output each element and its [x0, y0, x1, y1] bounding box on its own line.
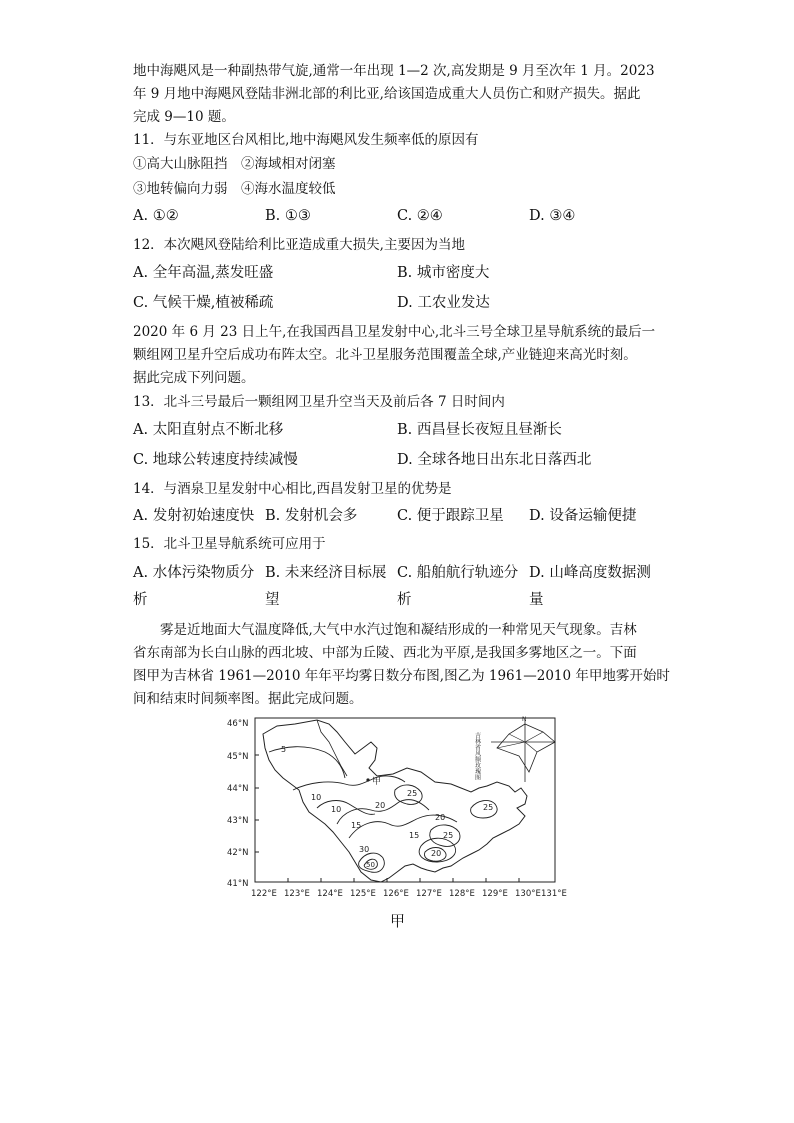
q15-stem: 15．北斗卫星导航系统可应用于: [133, 536, 326, 552]
intro2-line-3: 据此完成下列问题。: [133, 370, 255, 386]
wind-rose-title: 吉林省风频玫瑰图: [473, 732, 481, 780]
isoline-label: 15: [409, 831, 420, 840]
q15-option-c-wrap: 析: [397, 592, 412, 608]
q14-option-b[interactable]: B. 发射机会多: [265, 508, 358, 524]
q13-option-c[interactable]: C. 地球公转速度持续减慢: [133, 452, 298, 468]
wind-rose: [474, 716, 556, 782]
lon-label-130: 130°E: [515, 889, 541, 899]
q14-option-d[interactable]: D. 设备运输便捷: [529, 508, 637, 524]
q11-statement-2: ③地转偏向力弱 ④海水温度较低: [133, 181, 336, 197]
isoline-label: 20: [375, 801, 386, 810]
lon-label-129: 129°E: [482, 889, 508, 899]
q11-option-d[interactable]: D. ③④: [529, 208, 576, 224]
isoline-label: 25: [443, 831, 454, 840]
q15-option-b[interactable]: B. 未来经济目标展: [265, 565, 387, 581]
fog-days-map: [225, 712, 570, 902]
q12-stem: 12．本次飓风登陆给利比亚造成重大损失,主要因为当地: [133, 237, 465, 253]
lat-label-46: 46°N: [227, 719, 249, 729]
map-svg: [225, 712, 570, 902]
q15-option-a[interactable]: A. 水体污染物质分: [133, 565, 255, 581]
q11-stem: 11．与东亚地区台风相比,地中海飓风发生频率低的原因有: [133, 132, 479, 148]
q12-option-c[interactable]: C. 气候干燥,植被稀疏: [133, 295, 274, 311]
isoline-label: 30: [359, 845, 370, 854]
intro3-line-1: 雾是近地面大气温度降低,大气中水汽过饱和凝结形成的一种常见天气现象。吉林: [160, 622, 637, 638]
isoline-label: 5: [281, 745, 287, 754]
isoline-label: 15: [351, 821, 362, 830]
q11-option-a[interactable]: A. ①②: [133, 208, 179, 224]
isoline-label: 50: [366, 861, 375, 869]
isoline-label: 20: [431, 849, 442, 858]
intro1-line-1: 地中海飓风是一种副热带气旋,通常一年出现 1—2 次,高发期是 9 月至次年 1 月。2023: [133, 63, 655, 79]
isoline-label: 25: [483, 803, 494, 812]
north-label: N: [522, 716, 527, 723]
lon-label-126: 126°E: [383, 889, 409, 899]
q15-option-d[interactable]: D. 山峰高度数据测: [529, 565, 651, 581]
q12-option-a[interactable]: A. 全年高温,蒸发旺盛: [133, 265, 274, 281]
lat-labels: [227, 719, 248, 889]
intro3-line-3: 图甲为吉林省 1961—2010 年年平均雾日数分布图,图乙为 1961—2010 年甲地雾开始时: [133, 668, 670, 684]
lon-label-127: 127°E: [416, 889, 442, 899]
place-label: 甲: [372, 777, 382, 787]
lon-label-124: 124°E: [317, 889, 343, 899]
q13-option-b[interactable]: B. 西昌昼长夜短且昼渐长: [397, 422, 562, 438]
province-boundary: [263, 720, 527, 882]
isoline-label: 10: [331, 805, 342, 814]
q15-option-c[interactable]: C. 船舶航行轨迹分: [397, 565, 519, 581]
q13-option-a[interactable]: A. 太阳直射点不断北移: [133, 422, 284, 438]
q12-option-b[interactable]: B. 城市密度大: [397, 265, 490, 281]
lon-label-131: 131°E: [541, 889, 567, 899]
isoline-labels: [281, 745, 493, 869]
q15-option-d-wrap: 量: [529, 592, 544, 608]
intro3-line-4: 间和结束时间频率图。据此完成问题。: [133, 691, 363, 707]
lat-label-42: 42°N: [227, 848, 249, 858]
lon-label-125: 125°E: [350, 889, 376, 899]
lat-label-41: 41°N: [227, 879, 249, 889]
q14-stem: 14．与酒泉卫星发射中心相比,西昌发射卫星的优势是: [133, 481, 452, 497]
q11-statement-1: ①高大山脉阻挡 ②海域相对闭塞: [133, 156, 336, 172]
q12-option-d[interactable]: D. 工农业发达: [397, 295, 490, 311]
q13-option-d[interactable]: D. 全球各地日出东北日落西北: [397, 452, 592, 468]
q15-option-a-wrap: 析: [133, 592, 148, 608]
place-marker: [366, 778, 369, 781]
isoline-label: 10: [311, 793, 322, 802]
q14-option-c[interactable]: C. 便于跟踪卫星: [397, 508, 504, 524]
figure-caption: 甲: [390, 912, 406, 930]
isoline-label: 20: [435, 813, 446, 822]
lat-label-45: 45°N: [227, 752, 249, 762]
intro1-line-2: 年 9 月地中海飓风登陆非洲北部的利比亚,给该国造成重大人员伤亡和财产损失。据此: [133, 86, 641, 102]
lon-label-122: 122°E: [251, 889, 277, 899]
intro1-line-3: 完成 9—10 题。: [133, 109, 235, 125]
intro2-line-1: 2020 年 6 月 23 日上午,在我国西昌卫星发射中心,北斗三号全球卫星导航系统的最后一: [133, 324, 656, 340]
q14-option-a[interactable]: A. 发射初始速度快: [133, 508, 255, 524]
intro3-line-2: 省东南部为长白山脉的西北坡、中部为丘陵、西北为平原,是我国多雾地区之一。下面: [133, 645, 637, 661]
lat-label-43: 43°N: [227, 816, 249, 826]
q11-option-c[interactable]: C. ②④: [397, 208, 443, 224]
q15-option-b-wrap: 望: [265, 592, 280, 608]
lon-label-123: 123°E: [284, 889, 310, 899]
q13-stem: 13．北斗三号最后一颗组网卫星升空当天及前后各 7 日时间内: [133, 394, 505, 410]
q11-option-b[interactable]: B. ①③: [265, 208, 311, 224]
isoline-label: 25: [407, 789, 418, 798]
lon-labels: [251, 889, 567, 899]
lon-label-128: 128°E: [449, 889, 475, 899]
lat-label-44: 44°N: [227, 784, 249, 794]
intro2-line-2: 颗组网卫星升空后成功布阵太空。北斗卫星服务范围覆盖全球,产业链迎来高光时刻。: [133, 347, 637, 363]
